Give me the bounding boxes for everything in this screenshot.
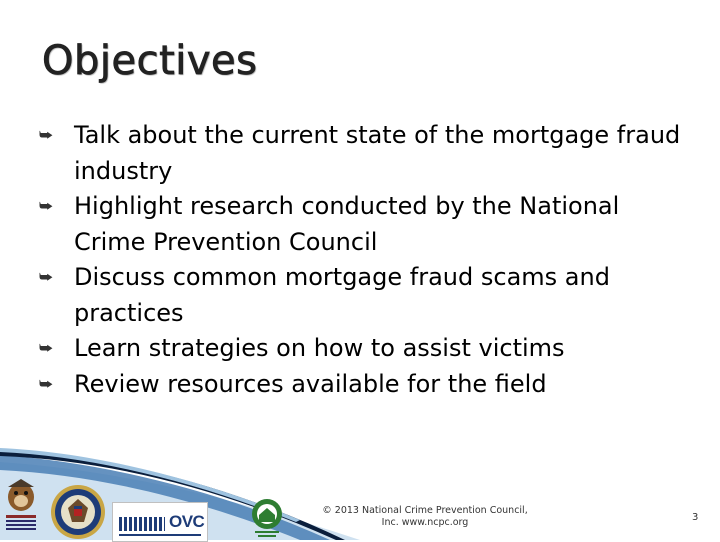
page-number: 3 [692,512,699,523]
arrow-bullet-icon: ⮩ [39,197,53,215]
arrow-bullet-icon: ⮩ [39,268,53,286]
copyright-notice [300,505,550,529]
copyright-line: © 2013 National Crime Prevention Council, [322,505,528,516]
list-item-text: Learn strategies on how to assist victims [74,334,565,362]
mcgruff-logo [2,477,40,537]
arrow-bullet-icon: ⮩ [39,126,53,144]
ovc-logo [112,502,208,542]
ovc-underline [119,534,201,536]
list-item-text: Review resources available for the field [74,369,547,398]
ovc-logo-text: OVC [169,512,205,531]
list-item-text: Discuss common mortgage fraud scams and practices [74,263,610,327]
copyright-line: Inc. www.ncpc.org [381,517,469,528]
list-item-text: Highlight research conducted by the National Crime Prevention Council [74,192,620,256]
ovc-seal-icon [119,517,165,531]
doj-seal-logo [50,484,106,540]
slide-title: Objectives [42,38,258,84]
arrow-bullet-icon: ⮩ [39,374,53,393]
mortgage-fraud-logo [250,498,284,538]
list-item-text: Talk about the current state of the mortgage fraud industry [74,121,681,185]
arrow-bullet-icon: ⮩ [39,339,53,357]
